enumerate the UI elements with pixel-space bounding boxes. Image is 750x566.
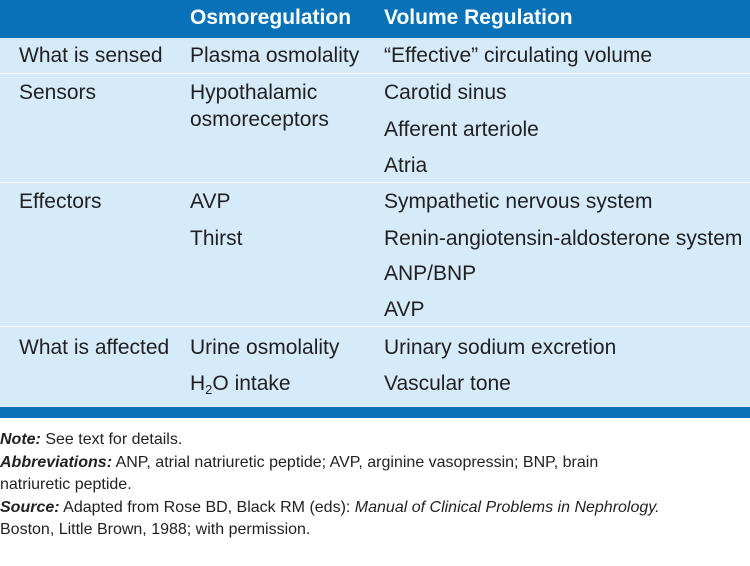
subscript-two: 2 — [205, 382, 213, 397]
table-bottom-rule — [0, 407, 750, 418]
volume-regulation-cell: AVP — [384, 298, 425, 321]
volume-regulation-cell: Vascular tone — [384, 372, 511, 395]
abbreviations-line: Abbreviations: ANP, atrial natriuretic peptide; AVP, arginine vasopressin; BNP, brain — [0, 453, 599, 471]
volume-regulation-cell: “Effective” circulating volume — [384, 44, 653, 67]
volume-regulation-cell: Sympathetic nervous system — [384, 190, 653, 213]
volume-regulation-cell: ANP/BNP — [384, 262, 477, 285]
volume-regulation-cell: Urinary sodium excretion — [384, 336, 617, 359]
table-header-row — [0, 0, 750, 38]
source-line-continued: Boston, Little Brown, 1988; with permission. — [0, 521, 311, 538]
table-row — [0, 38, 750, 73]
column-header-osmoregulation: Osmoregulation — [190, 6, 352, 29]
volume-regulation-cell: Afferent arteriole — [384, 118, 539, 141]
note-line: Note: See text for details. — [0, 431, 183, 448]
column-header-volume-regulation: Volume Regulation — [384, 6, 573, 29]
source-line: Source: Adapted from Rose BD, Black RM (eds): Manual of Clinical Problems in Nephrology. — [0, 498, 660, 516]
osmoregulation-cell: Urine osmolality — [190, 336, 340, 359]
source-book-title: Manual of Clinical Problems in Nephrology. — [354, 498, 660, 516]
table-row — [0, 327, 750, 407]
volume-regulation-cell: Atria — [384, 154, 428, 177]
table-row — [0, 183, 750, 326]
row-label: What is sensed — [19, 44, 163, 67]
volume-regulation-cell: Renin-angiotensin-aldosterone system — [384, 227, 743, 250]
abbreviations-line-continued: natriuretic peptide. — [0, 476, 132, 493]
row-label: Sensors — [19, 81, 97, 104]
osmoregulation-cell: $H_2O$ intake — [190, 372, 291, 397]
osmoregulation-cell: Hypothalamic — [190, 81, 318, 104]
table-row — [0, 74, 750, 182]
osmoregulation-cell: osmoreceptors — [190, 108, 329, 131]
row-label: Effectors — [19, 190, 102, 213]
osmoregulation-cell: AVP — [190, 190, 231, 213]
row-label: What is affected — [19, 336, 170, 359]
volume-regulation-cell: Carotid sinus — [384, 81, 507, 104]
osmoregulation-cell: Thirst — [190, 227, 243, 250]
osmoregulation-cell: Plasma osmolality — [190, 44, 360, 67]
